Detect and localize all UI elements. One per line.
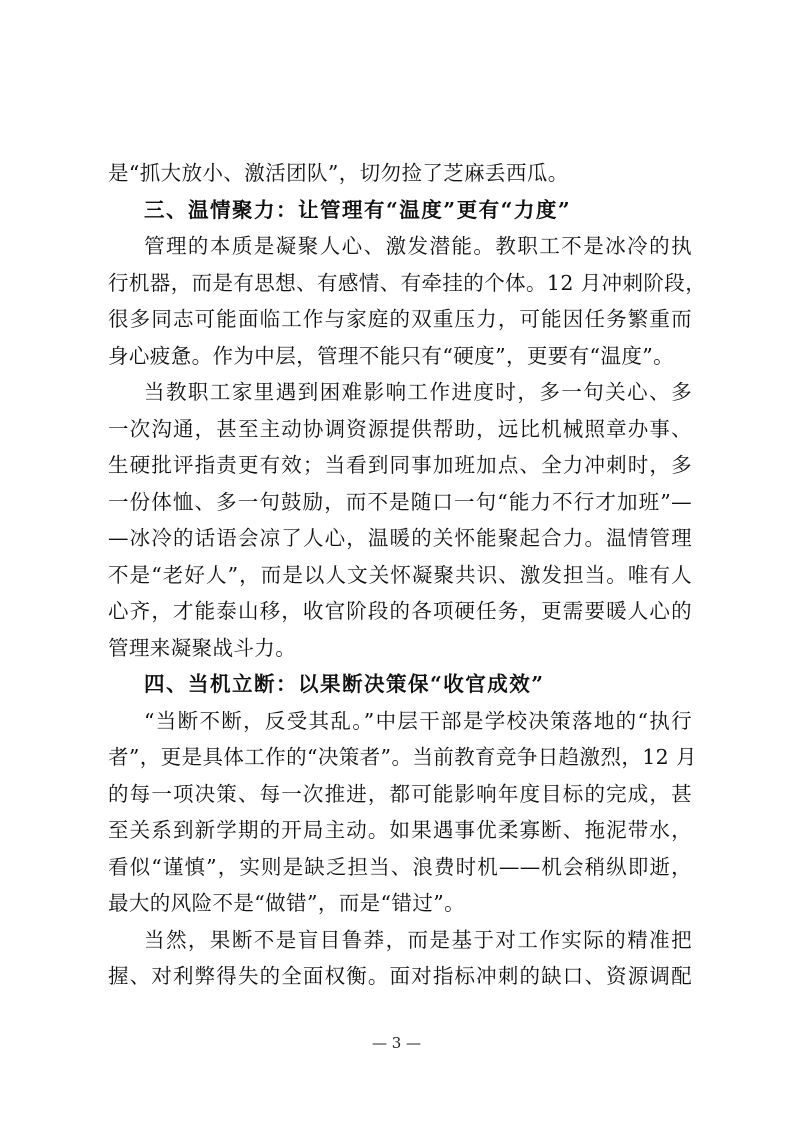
paragraph-line: 生硬批评指责更有效；当看到同事加班加点、全力冲刺时，多 [108,453,692,477]
paragraph-line: “当断不断，反受其乱。”中层干部是学校决策落地的“执行 [144,708,692,733]
paragraph-line: 行机器，而是有思想、有感情、有牵挂的个体。12 月冲刺阶段， [108,270,707,295]
paragraph-line: 的每一项决策、每一次推进，都可能影响年度目标的完成，甚 [108,781,692,806]
paragraph-line: 身心疲惫。作为中层，管理不能只有“硬度”，更要有“温度”。 [108,343,675,368]
paragraph-line: 不是“老好人”，而是以人文关怀凝聚共识、激发担当。唯有人 [108,562,692,587]
page-body [108,155,707,995]
paragraph-line: 当然，果断不是盲目鲁莽，而是基于对工作实际的精准把 [144,927,692,952]
paragraph-line: 握、对利弊得失的全面权衡。面对指标冲刺的缺口、资源调配 [108,964,692,988]
page-number: — 3 — [371,1034,422,1052]
section-heading: 三、温情聚力：让管理有“温度”更有“力度” [144,197,572,222]
section-heading: 四、当机立断：以果断决策保“收官成效” [144,672,545,696]
paragraph-line: 管理的本质是凝聚人心、激发潜能。教职工不是冰冷的执 [144,234,692,258]
paragraph-line: 心齐，才能泰山移，收官阶段的各项硬任务，更需要暖人心的 [108,599,692,623]
paragraph-line: 最大的风险不是“做错”，而是“错过”。 [108,891,466,915]
paragraph-line: 当教职工家里遇到困难影响工作进度时，多一句关心、多 [144,380,692,404]
paragraph-line: 是“抓大放小、激活团队”，切勿捡了芝麻丢西瓜。 [108,161,569,185]
paragraph-line: 管理来凝聚战斗力。 [108,635,297,660]
paragraph-line: 至关系到新学期的开局主动。如果遇事优柔寡断、拖泥带水， [108,818,692,842]
paragraph-line: 很多同志可能面临工作与家庭的双重压力，可能因任务繁重而 [108,307,692,331]
paragraph-line: 看似“谨慎”，实则是缺乏担当、浪费时机——机会稍纵即逝， [108,854,692,879]
paragraph-line: —冰冷的话语会凉了人心，温暖的关怀能聚起合力。温情管理 [108,526,692,550]
paragraph-line: 者”，更是具体工作的“决策者”。当前教育竞争日趋激烈，12 月 [108,745,697,769]
paragraph-line: 一份体恤、多一句鼓励，而不是随口一句“能力不行才加班”— [108,489,692,514]
paragraph-line: 一次沟通，甚至主动协调资源提供帮助，远比机械照章办事、 [108,416,692,441]
